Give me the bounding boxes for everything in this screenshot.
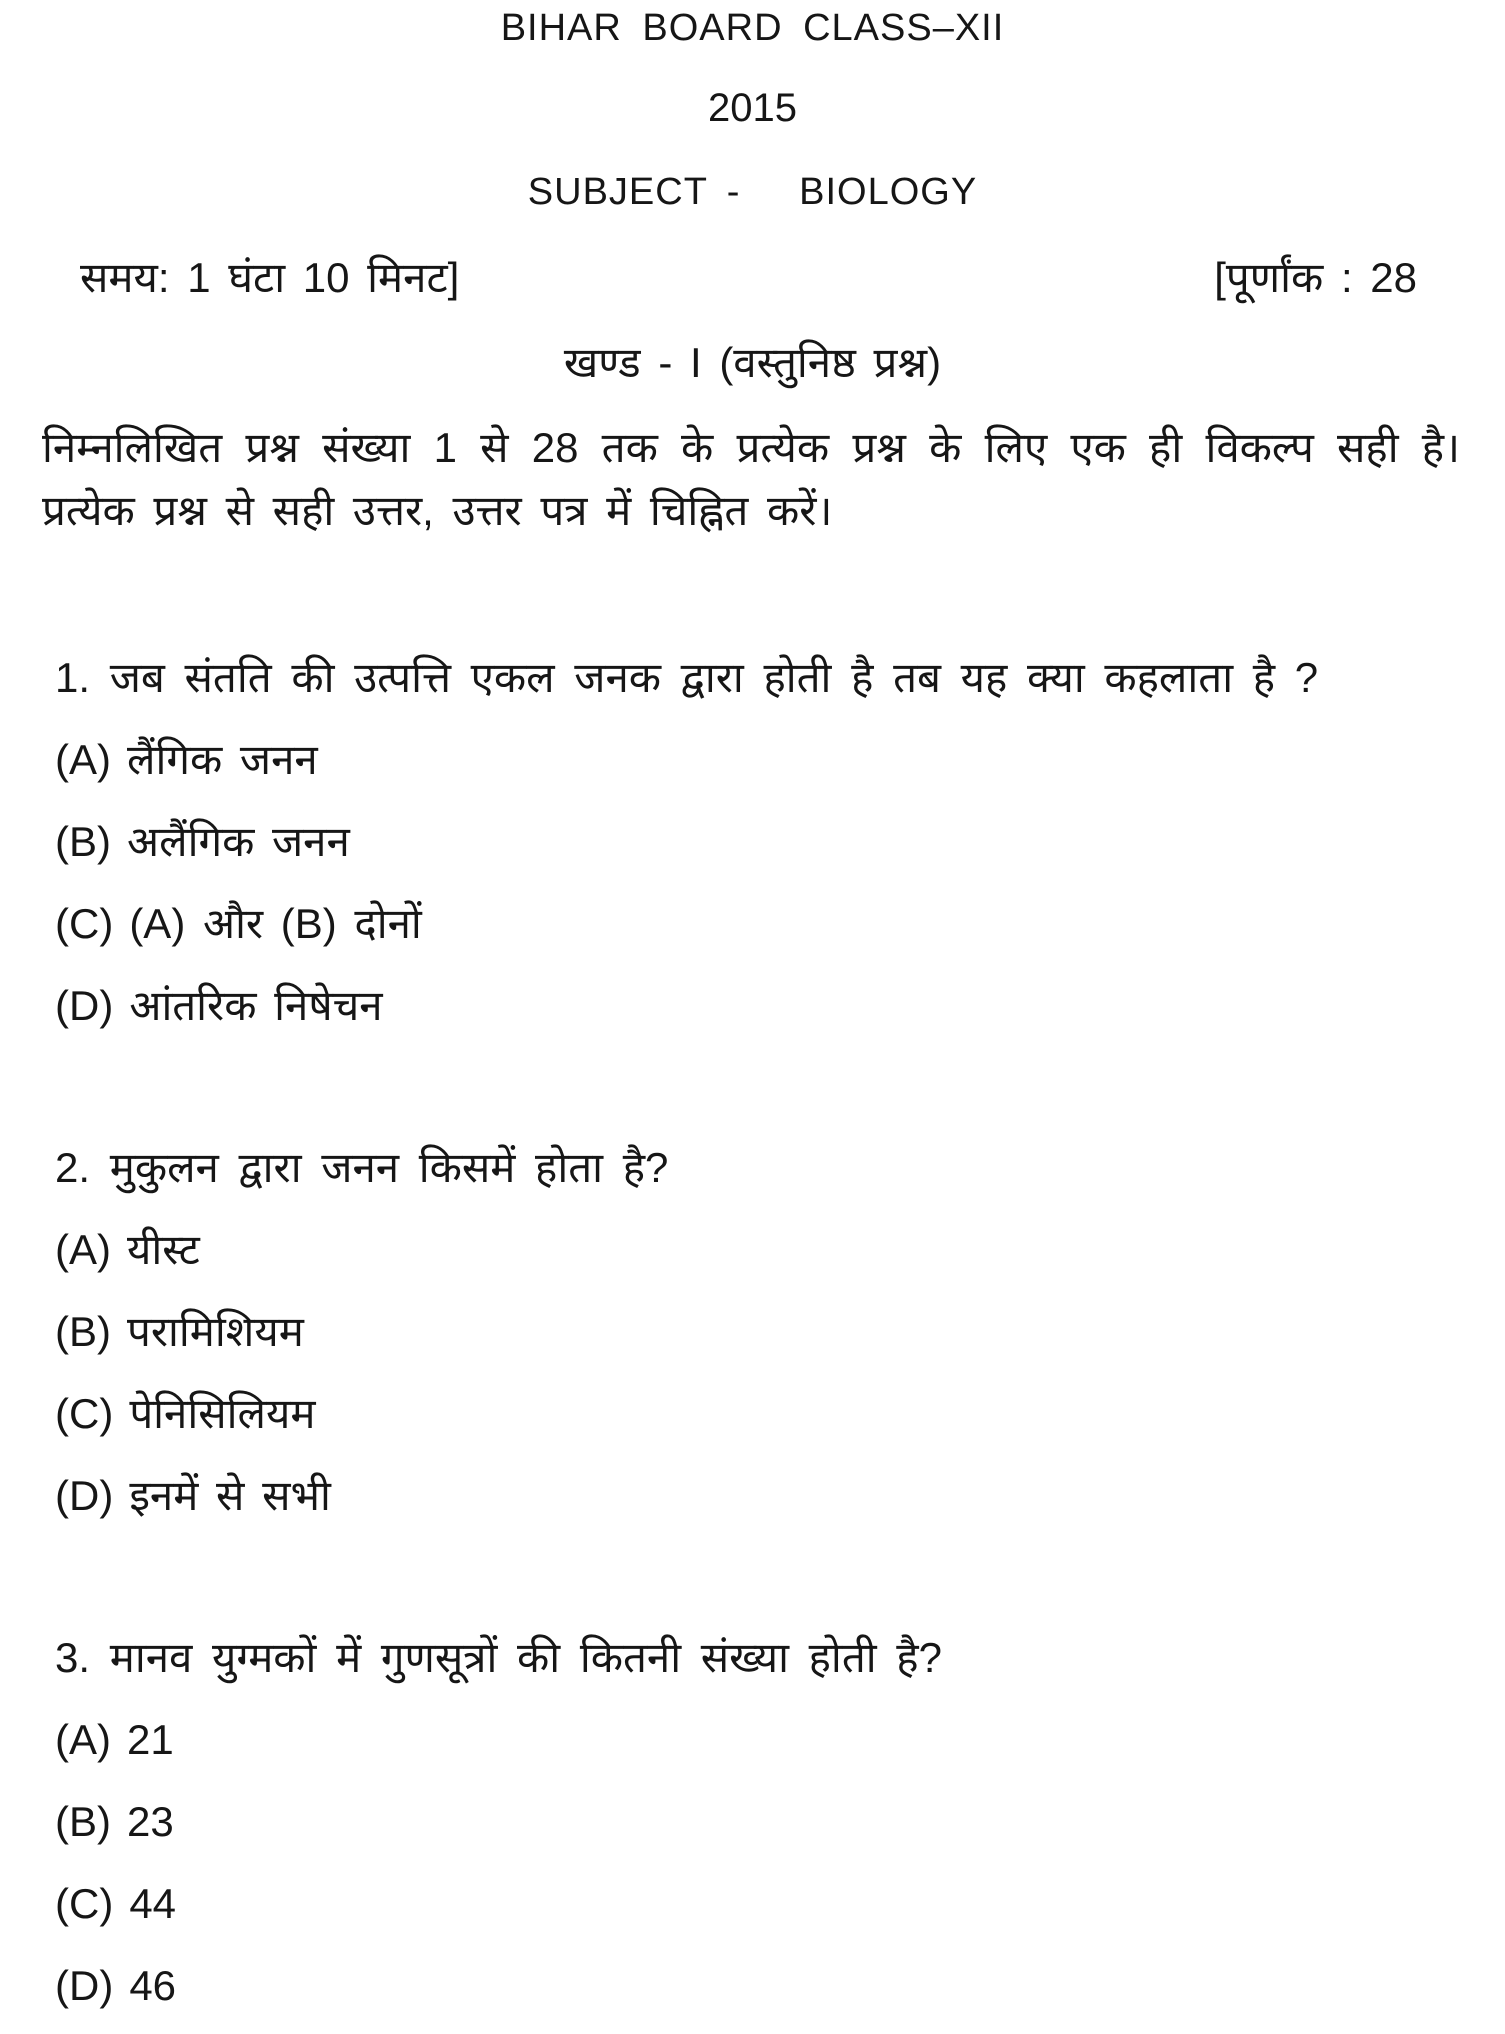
- option-label: (B): [55, 818, 111, 865]
- question-2-option-a: [55, 1224, 1445, 1276]
- option-label: (B): [55, 1798, 111, 1845]
- question-2-text: [55, 1142, 1445, 1194]
- question-text: मानव युग्मकों में गुणसूत्रों की कितनी संख्या होती है?: [109, 1634, 942, 1681]
- question-2-option-b: [55, 1306, 1445, 1358]
- question-number: 3.: [55, 1634, 91, 1681]
- option-text: 21: [127, 1716, 174, 1763]
- question-1-option-a: [55, 734, 1445, 786]
- option-label: (A): [55, 1716, 111, 1763]
- option-label: (D): [55, 982, 114, 1029]
- option-label: (D): [55, 1962, 114, 2009]
- option-text: अलैंगिक जनन: [127, 818, 350, 865]
- exam-meta-row: [0, 252, 1505, 304]
- question-text: मुकुलन द्वारा जनन किसमें होता है?: [109, 1144, 669, 1191]
- option-label: (A): [55, 1226, 111, 1273]
- option-text: 44: [129, 1880, 177, 1927]
- option-text: परामिशियम: [127, 1308, 304, 1355]
- option-label: (C): [55, 900, 114, 947]
- exam-year: 2015: [708, 86, 797, 130]
- question-3-option-a: [55, 1714, 1445, 1766]
- question-number: 2.: [55, 1144, 91, 1191]
- question-text: जब संतति की उत्पत्ति एकल जनक द्वारा होती है तब यह क्या कहलाता है ?: [109, 654, 1319, 701]
- question-2: [55, 1142, 1445, 1522]
- question-3-text: [55, 1632, 1445, 1684]
- option-label: (B): [55, 1308, 111, 1355]
- option-text: 46: [129, 1962, 177, 2009]
- subject-title: SUBJECT - BIOLOGY: [527, 171, 978, 213]
- question-3-option-b: [55, 1796, 1445, 1848]
- question-1-text: [55, 652, 1445, 704]
- option-text: 23: [127, 1798, 174, 1845]
- full-marks: [पूर्णांक : 28: [1214, 254, 1417, 301]
- option-text: आंतरिक निषेचन: [129, 982, 383, 1029]
- question-3-option-d: [55, 1960, 1445, 2012]
- option-text: लैंगिक जनन: [127, 736, 318, 783]
- option-text: यीस्ट: [127, 1226, 200, 1273]
- question-number: 1.: [55, 654, 91, 701]
- question-1-option-b: [55, 816, 1445, 868]
- time-allowed: समय: 1 घंटा 10 मिनट]: [80, 254, 460, 301]
- section-title: खण्ड - I (वस्तुनिष्ठ प्रश्न): [563, 339, 942, 386]
- option-text: (A) और (B) दोनों: [129, 900, 422, 947]
- question-2-option-c: [55, 1388, 1445, 1440]
- question-3-option-c: [55, 1878, 1445, 1930]
- question-1-option-c: [55, 898, 1445, 950]
- board-title: BIHAR BOARD CLASS–XII: [500, 7, 1005, 49]
- option-label: (C): [55, 1880, 114, 1927]
- question-2-option-d: [55, 1470, 1445, 1522]
- question-1-option-d: [55, 980, 1445, 1032]
- option-label: (C): [55, 1390, 114, 1437]
- option-label: (D): [55, 1472, 114, 1519]
- option-text: इनमें से सभी: [129, 1472, 331, 1519]
- question-1: [55, 652, 1445, 1032]
- option-text: पेनिसिलियम: [129, 1390, 316, 1437]
- question-3: [55, 1632, 1445, 2012]
- instructions-paragraph: निम्नलिखित प्रश्न संख्या 1 से 28 तक के प्रत्येक प्रश्न के लिए एक ही विकल्प सही है। प्रत्येक प्रश्न से सही उत्तर, उत्तर पत्र में चिह्नित करें।: [42, 424, 1460, 534]
- option-label: (A): [55, 736, 111, 783]
